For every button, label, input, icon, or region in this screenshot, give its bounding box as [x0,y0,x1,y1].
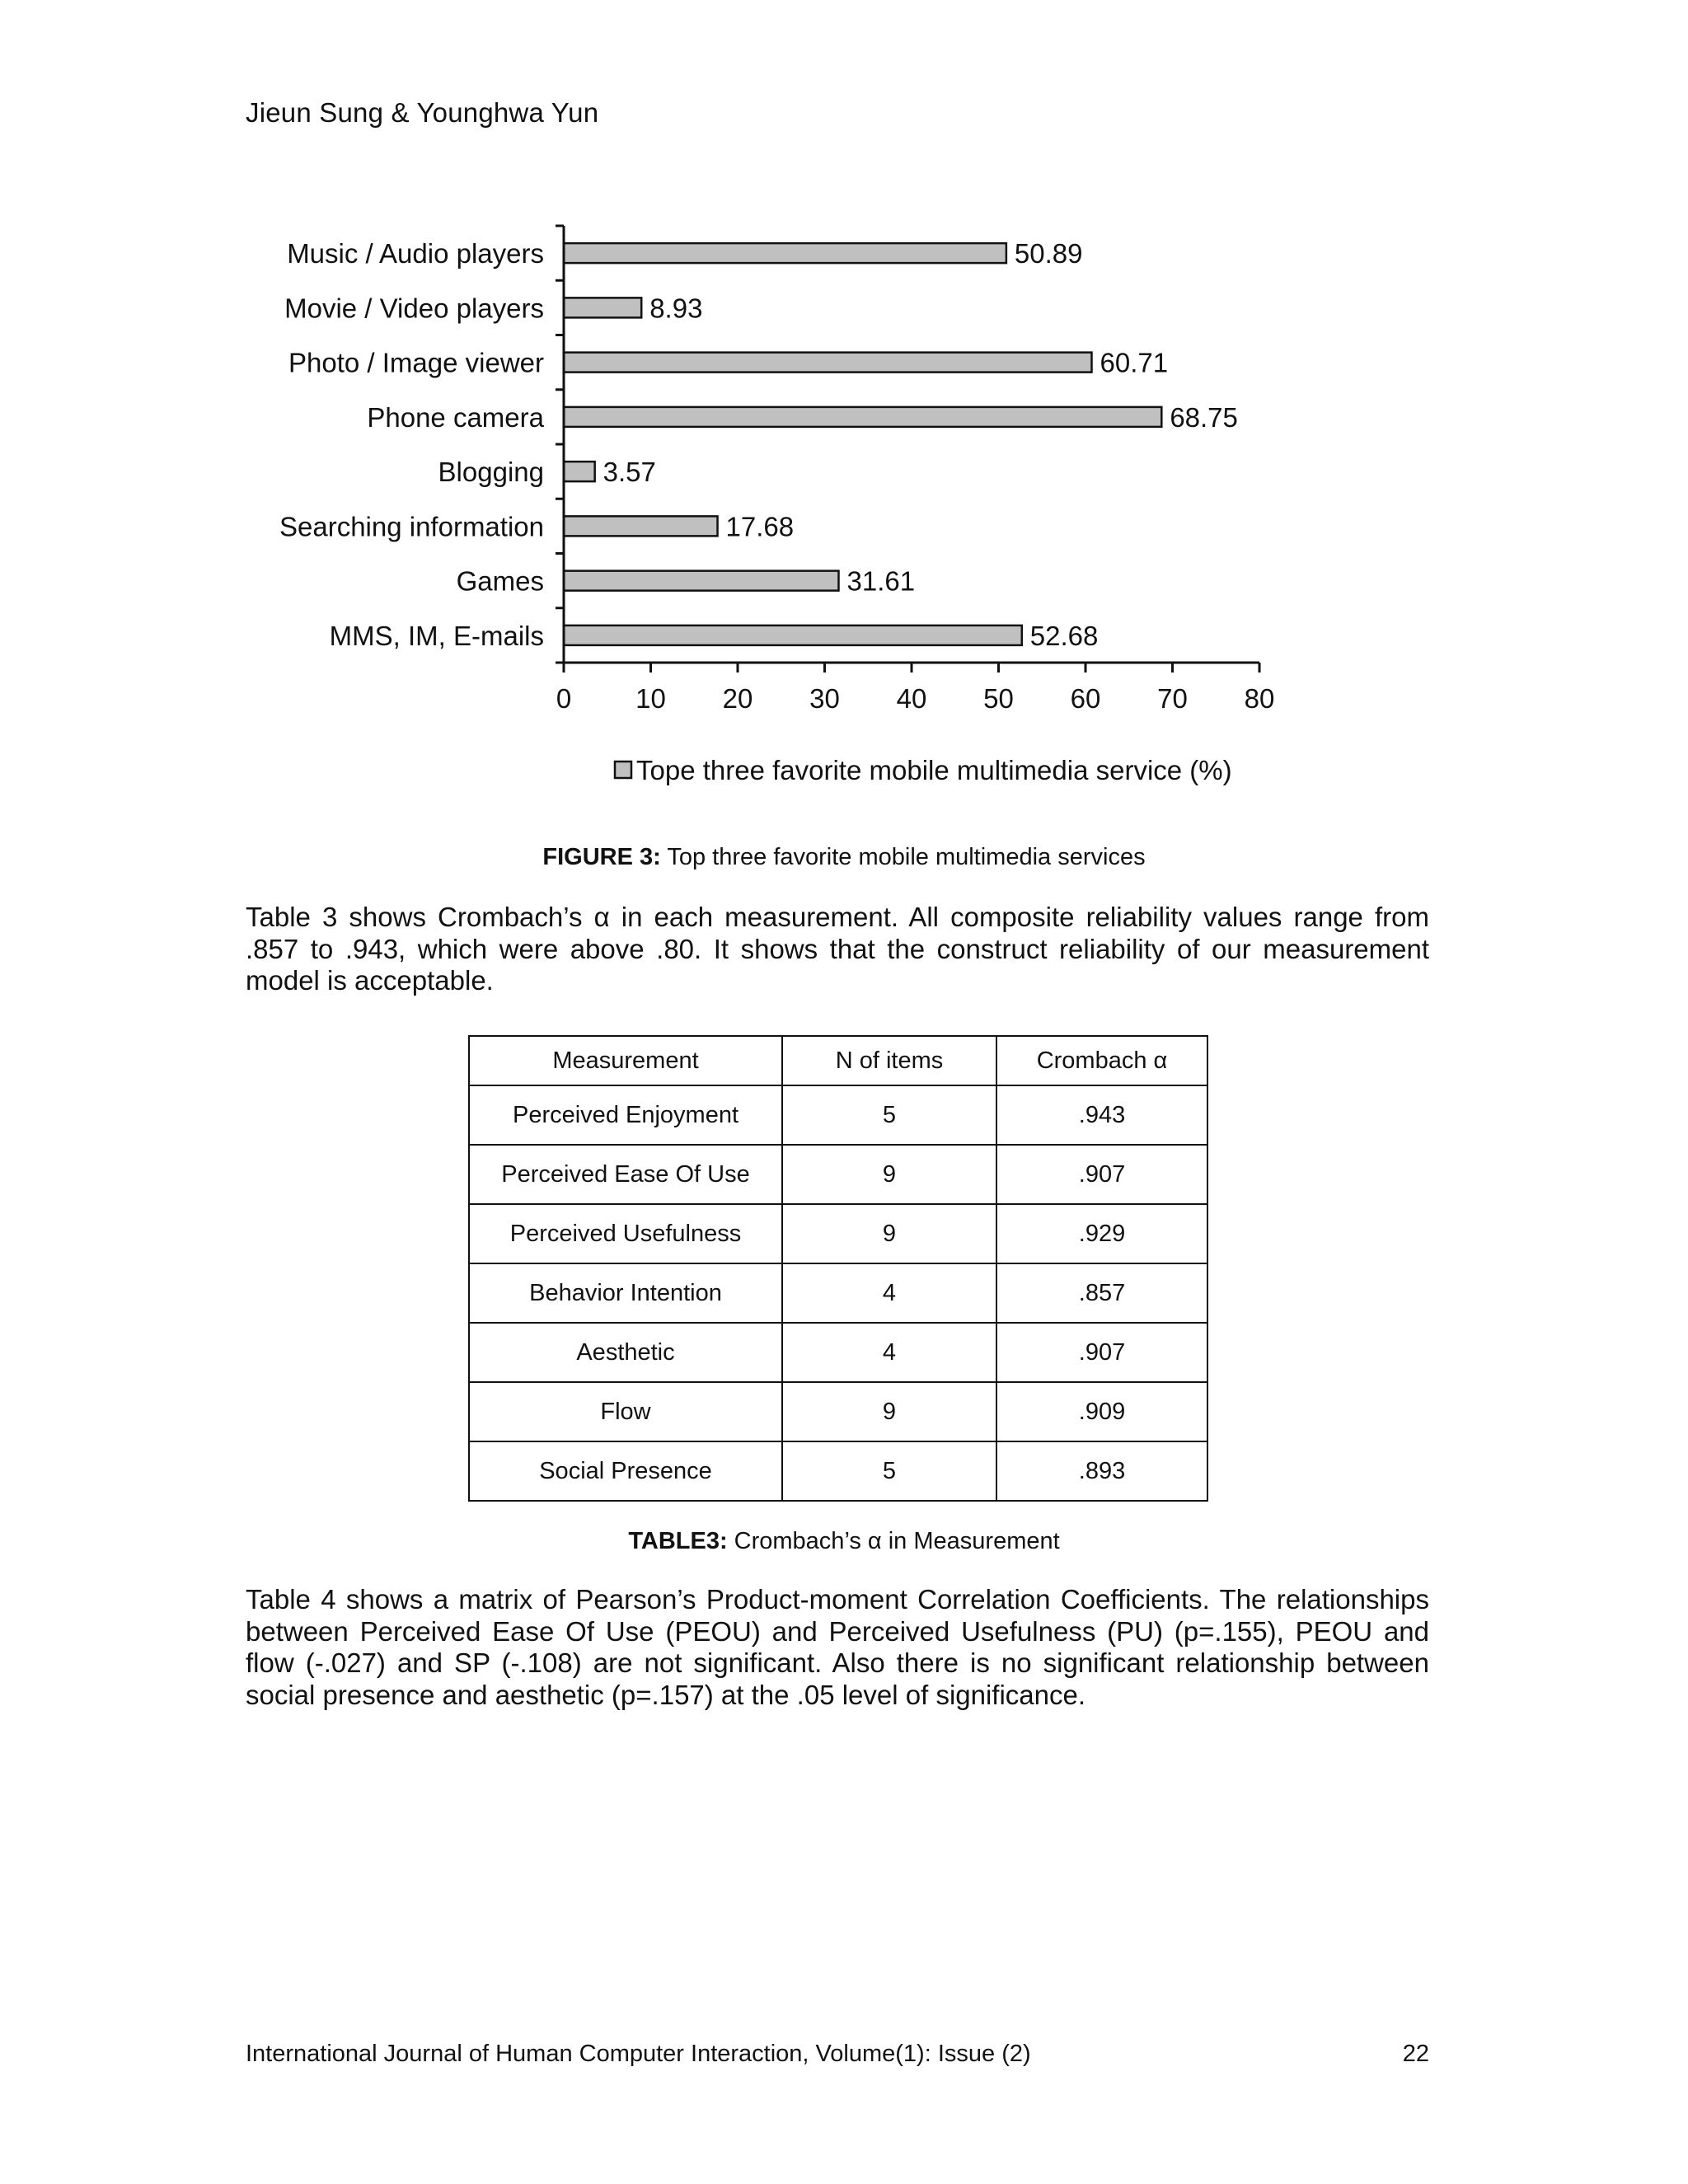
table-cell: Perceived Ease Of Use [469,1145,782,1204]
chart-category-label: Blogging [438,457,544,488]
chart-x-tick-label: 10 [635,683,666,714]
table-cell: .893 [996,1441,1207,1501]
table-row [469,1204,1207,1263]
table-row [469,1323,1207,1382]
table-cell: Perceived Usefulness [469,1204,782,1263]
chart-x-tick-label: 20 [722,683,753,714]
table-header-row [469,1036,1207,1085]
chart-legend-swatch [615,762,631,778]
figure-caption-text: Top three favorite mobile multimedia services [660,844,1146,870]
table-row [469,1263,1207,1323]
table-header-cell: Crombach α [996,1036,1207,1085]
table-cell: 4 [782,1323,996,1382]
chart-data-label: 68.75 [1170,401,1238,433]
table-cell: 9 [782,1382,996,1441]
table-cell: Perceived Enjoyment [469,1085,782,1145]
chart-data-label: 3.57 [603,457,656,488]
table-cell: Flow [469,1382,782,1441]
table-cell: Behavior Intention [469,1263,782,1323]
chart-data-label: 8.93 [649,293,703,324]
chart-category-label: Music / Audio players [287,238,544,269]
table-row [469,1145,1207,1204]
chart-category-label: Games [456,565,544,597]
table-cell: .909 [996,1382,1207,1441]
paragraph-table4-intro: Table 4 shows a matrix of Pearson’s Product-moment Correlation Coefficients. The relationships between Perceived Ease Of Use (PEOU) and Perceived Usefulness (PU) (p=.155), PEOU and flow (-.027) and SP (-.108) are not significant. Also there is no significant relationship between social presence and aesthetic (p=.157) at the .05 level of significance. [246,1584,1429,1710]
chart-x-tick-label: 60 [1070,683,1101,714]
chart-x-tick-label: 50 [983,683,1014,714]
table3 [468,1035,1208,1502]
chart-bar [564,516,718,536]
table-cell: 9 [782,1145,996,1204]
table-cell: Aesthetic [469,1323,782,1382]
table-caption [0,1528,1688,1555]
table-row [469,1382,1207,1441]
chart-bar [564,298,641,317]
paragraph-table3-intro: Table 3 shows Crombach’s α in each measurement. All composite reliability values range from .857 to .943, which were above .80. It shows that the construct reliability of our measurement model is acceptable. [246,902,1429,996]
table-cell: .929 [996,1204,1207,1263]
table-cell: .907 [996,1323,1207,1382]
chart-x-tick-label: 40 [896,683,927,714]
table-header-cell: Measurement [469,1036,782,1085]
chart-category-label: Searching information [279,511,544,542]
chart-data-label: 17.68 [725,511,795,542]
table-cell: .943 [996,1085,1207,1145]
chart-category-label: Photo / Image viewer [288,347,544,378]
footer-journal: International Journal of Human Computer Interaction, Volume(1): Issue (2) [246,2041,1031,2067]
page-footer [246,2041,1429,2068]
chart-data-label: 52.68 [1029,620,1099,651]
table-cell: 5 [782,1441,996,1501]
chart-x-tick-label: 70 [1157,683,1188,714]
chart-bar [564,626,1022,645]
table-cell: .857 [996,1263,1207,1323]
chart-category-label: Movie / Video players [284,293,544,324]
running-header: Jieun Sung & Younghwa Yun [246,97,599,128]
table-header-cell: N of items [782,1036,996,1085]
table-caption-label: TABLE3: [628,1528,728,1554]
chart-legend-label: Tope three favorite mobile multimedia service (%) [636,755,1232,785]
chart-data-label: 31.61 [846,565,916,597]
chart-bar [564,243,1006,263]
chart-category-label: MMS, IM, E-mails [329,620,544,651]
table-cell: Social Presence [469,1441,782,1501]
bar-chart [0,0,1688,832]
table-caption-text: Crombach’s α in Measurement [727,1528,1060,1554]
chart-bar [564,407,1161,427]
table-row [469,1085,1207,1145]
figure-caption [0,844,1688,871]
table-cell: 4 [782,1263,996,1323]
chart-data-label: 50.89 [1014,238,1083,269]
chart-category-label: Phone camera [367,401,544,433]
figure-caption-label: FIGURE 3: [542,844,661,870]
page-number: 22 [1402,2041,1429,2067]
chart-bar [564,462,595,481]
chart-data-label: 60.71 [1100,347,1169,378]
table-cell: .907 [996,1145,1207,1204]
table-row [469,1441,1207,1501]
table-cell: 5 [782,1085,996,1145]
chart-x-tick-label: 80 [1244,683,1275,714]
chart-x-tick-label: 0 [556,683,572,714]
chart-x-tick-label: 30 [809,683,840,714]
chart-bar [564,353,1091,373]
table-cell: 9 [782,1204,996,1263]
chart-bar [564,571,838,591]
